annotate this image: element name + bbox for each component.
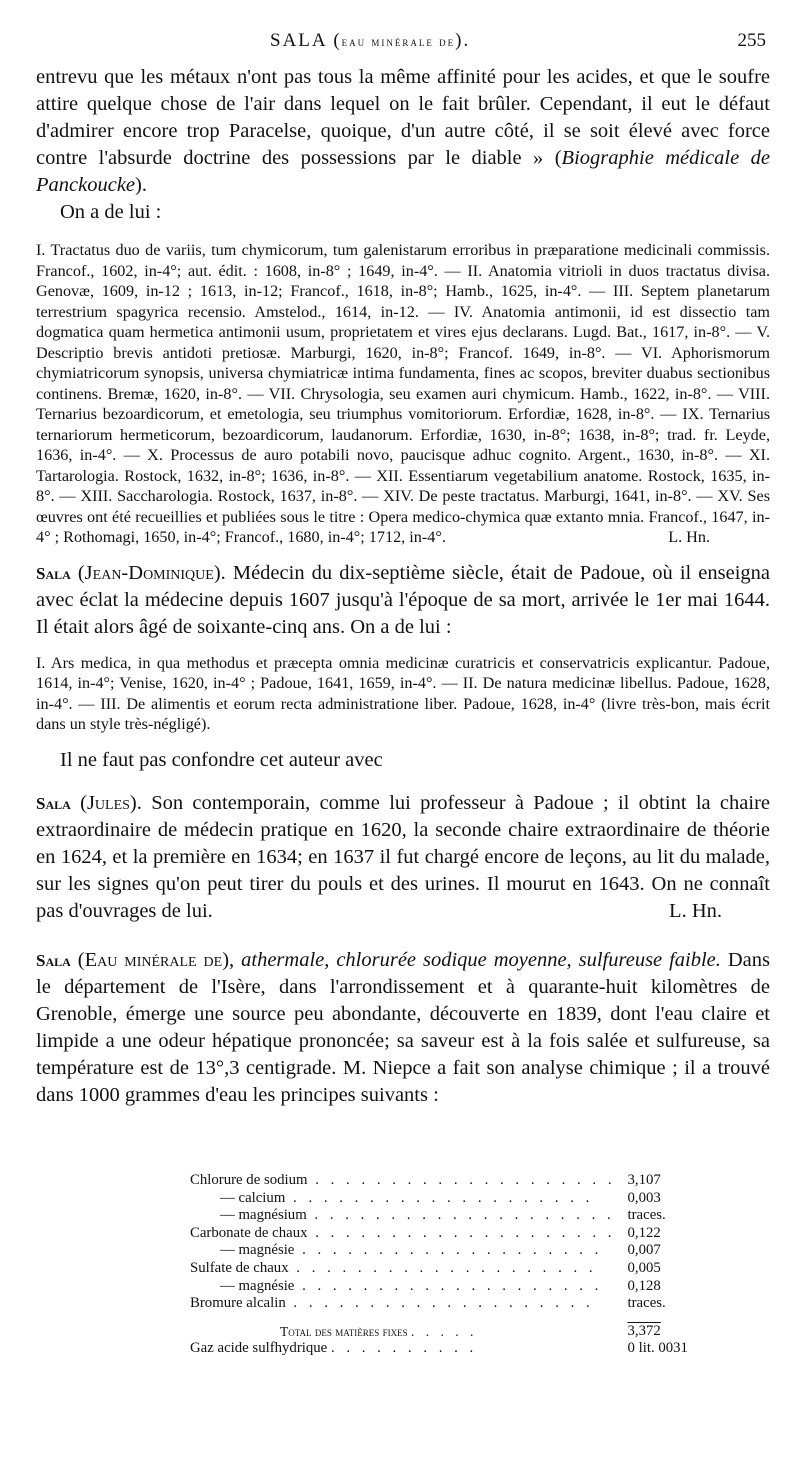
analysis-row — [190, 1190, 718, 1208]
component-value: 0,122 — [627, 1224, 661, 1241]
analysis-row — [190, 1278, 718, 1296]
spacer — [36, 925, 770, 947]
author-signature: L. Hn. — [669, 899, 722, 922]
leader-dots: . . . . . . . . . . . . . . . . . . . . — [307, 1224, 616, 1241]
entry-headword: Sala — [36, 793, 71, 813]
spacer — [36, 774, 770, 790]
component-value: 0,003 — [627, 1189, 661, 1206]
paragraph-continuation: entrevu que les métaux n'ont pas tous la même affinité pour les acides, et que le soufre attire quelque chose de l'air dans lequel on le fait brûler. Cependant, il eut le défaut d'admirer encore trop Paracelse, quoique, d'un autre côté, il se soit élevé avec force contre l'absurde doctrine des possessions par le diable » (Biographie médicale de Panckoucke). — [36, 66, 770, 196]
spacer — [36, 641, 770, 653]
page-header — [36, 30, 770, 54]
gas-row — [190, 1340, 718, 1358]
component-value: 0,007 — [627, 1242, 661, 1259]
total-value: 3,372 — [627, 1322, 661, 1339]
component-value: 0,005 — [627, 1259, 661, 1276]
analysis-table — [190, 1172, 718, 1358]
analysis-row — [190, 1242, 718, 1260]
component-name: Sulfate de chaux — [190, 1259, 289, 1276]
page-number: 255 — [737, 30, 766, 51]
entry-qualifier: athermale, chlorurée sodique moyenne, sulfureuse faible. — [234, 948, 721, 971]
analysis-row — [190, 1260, 718, 1278]
leader-dots: . . . . . . . . . . . . . . . . . . . . — [307, 1172, 616, 1188]
leader-dots: . . . . . . . . . . . . . . . . . . . . — [285, 1189, 594, 1206]
analysis-row — [190, 1295, 718, 1313]
works-intro: On a de lui : — [60, 201, 162, 223]
entry-headword: Sala — [36, 950, 71, 970]
confusion-note: Il ne faut pas confondre cet auteur avec — [60, 748, 383, 771]
entry-name: (Jean-Dominique). — [77, 561, 226, 584]
leader-dots: . . . . . . . . . . — [330, 1340, 478, 1357]
component-value: traces. — [627, 1207, 666, 1224]
component-value: 3,107 — [627, 1172, 661, 1188]
component-name: — calcium — [220, 1189, 286, 1206]
leader-dots: . . . . . . . . . . . . . . . . . . . . — [294, 1242, 603, 1259]
component-name: — magnésium — [220, 1207, 307, 1224]
component-name: — magnésie — [220, 1277, 295, 1294]
running-head: SALA (eau minérale de). — [270, 30, 471, 51]
analysis-row — [190, 1225, 718, 1243]
leader-dots: . . . . . . . . . . . . . . . . . . . . — [306, 1207, 615, 1224]
entry-jean-dominique: Sala (Jean-Dominique). Médecin du dix-septième siècle, était de Padoue, où il enseigna avec éclat la médecine depuis 1607 jusqu'à l'époque de sa mort, arrivée le 1er mai 1644. Il était alors âgé de soixante-cinq ans. On a de lui : — [36, 561, 770, 638]
entry-headword: Sala — [36, 563, 71, 583]
component-value: traces. — [627, 1295, 666, 1312]
component-name: Bromure alcalin — [190, 1295, 286, 1312]
leader-dots: . . . . . . . . . . . . . . . . . . . . — [294, 1277, 603, 1294]
bibliography-sala-1: I. Tractatus duo de variis, tum chymicorum, tum galenistarum erroribus in præparatione medicinali commissis. Francof., 1602, in-4°; aut. édit. : 1608, in-8° ; 1649, in-4°. — II. Anatomia vitrioli in duos tractatus divisa. Genovæ, 1609, in-12 ; 1613, in-12; Francof., 1618, in-8°; Hamb., 1625, in-4°. — III. Septem planetarum terrestrium spagyrica recensio. Amstelod., 1614, in-12. — IV. Anatomia antimonii, id est dissectio tam dogmatica quam hermetica antimonii usum, proprietatem et vires ejus declarans. Lugd. Bat., 1617, in-8°. — V. Descriptio brevis antidoti pretiosæ. Marburgi, 1620, in-8°; Francof. 1649, in-8°. — VI. Aphorismorum chymiatricorum synopsis, universa chymiatricæ intima fundamenta, fines ac scopos, breviter duabus sectionibus continens. Bremæ, 1620, in-8°. — VII. Chrysologia, seu examen auri chymicum. Hamb., 1622, in-8°. — VIII. Ternarius bezoardicorum, et emetologia, seu triumphus vomitoriorum. Erfordiæ, 1628, in-8°. — IX. Ternarius ternariorum hermeticorum, bezoardicorum, laudanorum. Erfordiæ, 1630, in-8°; 1638, in-8°; trad. fr. Leyde, 1636, in-4°. — X. Processus de auro potabili novo, paucisque adhuc cognito. Argent., 1630, in-8°. — XI. Tartarologia. Rostock, 1632, in-8°; 1636, in-8°. — XII. Essentiarum vegetabilium anatome. Rostock, 1635, in-8°. — XIII. Saccharologia. Rostock, 1637, in-8°. — XIV. De peste tractatus. Marburgi, 1641, in-8°. — XV. Ses œuvres ont été recueillies et publiées sous le titre : Opera medico-chymica quæ extanto mnia. Francof., 1647, in-4° ; Rothomagi, 1650, in-4°; Francof., 1680, in-4°; 1712, in-4°. L. Hn. — [36, 241, 770, 546]
gas-value: 0 lit. 0031 — [627, 1340, 688, 1357]
component-name: Chlorure de sodium — [190, 1172, 308, 1188]
entry-name: (Eau minérale de), — [77, 948, 235, 971]
analysis-row — [190, 1207, 718, 1225]
spacer — [36, 548, 770, 560]
analysis-rows — [190, 1172, 718, 1313]
citation-title: Biographie médicale de Panckoucke — [36, 147, 770, 196]
leader-dots: . . . . . . . . . . . . . . . . . . . . — [288, 1259, 597, 1276]
page-body — [36, 64, 770, 1109]
total-row — [190, 1313, 718, 1341]
author-signature: L. Hn. — [668, 528, 710, 546]
total-label: Total des matières fixes — [280, 1323, 408, 1339]
spacer — [36, 735, 770, 747]
bibliography-jean-dominique: I. Ars medica, in qua methodus et præcepta omnia medicinæ curatricis et conservatricis explicantur. Padoue, 1614, in-4°; Venise, 1620, in-4° ; Padoue, 1641, 1659, in-4°. — II. De natura medicinæ libellus. Padoue, 1628, in-4°. — III. De alimentis et eorum recta administratione liber. Padoue, 1628, in-4° (livre très-bon, mais écrit dans un style très-négligé). — [36, 653, 770, 733]
analysis-row — [190, 1172, 718, 1190]
entry-name: (Jules). — [80, 791, 142, 814]
entry-eau-minerale: Sala (Eau minérale de), athermale, chlorurée sodique moyenne, sulfureuse faible. Dans le département de l'Isère, dans l'arrondissement et à quarante-huit kilomètres de Grenoble, émerge une source peu abondante, découverte en 1839, dont l'eau claire et limpide a une odeur hépatique prononcée; sa saveur est à la fois salée et sulfureuse, sa température est de 13°,3 centigrade. M. Niepce a fait son analyse chimique ; il a trouvé dans 1000 grammes d'eau les principes suivants : — [36, 948, 770, 1106]
leader-dots: . . . . . . . . . . . . . . . . . . . . — [285, 1295, 594, 1312]
component-name: Carbonate de chaux — [190, 1224, 308, 1241]
gas-label: Gaz acide sulfhydrique — [190, 1340, 328, 1357]
entry-jules: Sala (Jules). Son contemporain, comme lui professeur à Padoue ; il obtint la chaire extraordinaire de médecin pratique en 1620, la seconde chaire extraordinaire de théorie en 1624, et la première en 1634; en 1637 il fut chargé encore de leçons, au lit du malade, sur les signes qu'on peut tirer du pouls et des urines. Il mourut en 1643. On ne connaît pas d'ouvrages de lui. L. Hn. — [36, 790, 770, 925]
leader-dots: . . . . . — [411, 1323, 478, 1339]
component-name: — magnésie — [220, 1242, 295, 1259]
component-value: 0,128 — [627, 1277, 661, 1294]
running-head-subtitle: eau minérale de — [341, 34, 456, 49]
